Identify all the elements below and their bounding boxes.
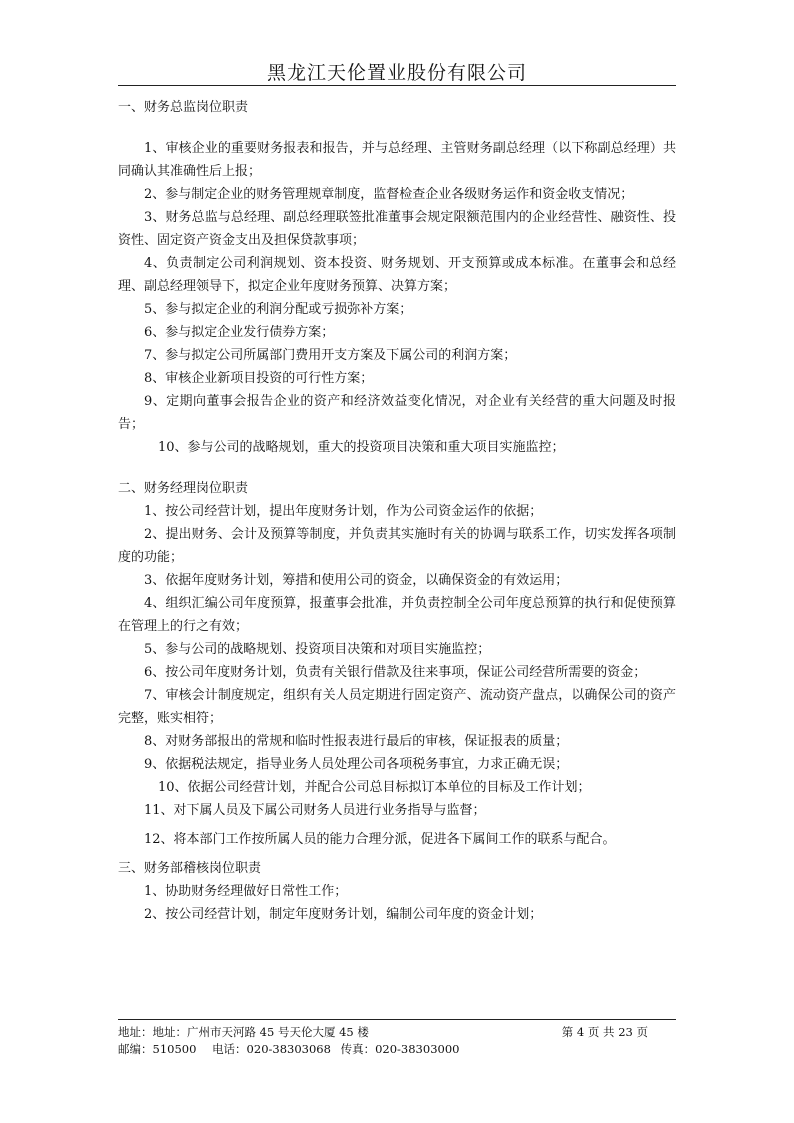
- list-item: 5、参与公司的战略规划、投资项目决策和对项目实施监控；: [144, 642, 491, 657]
- list-item: 9、定期向董事会报告企业的资产和经济效益变化情况，对企业有关经营的重大问题及时报告；: [118, 394, 676, 432]
- footer-divider: [118, 1019, 676, 1020]
- list-item: 10、依据公司经营计划，并配合公司总目标拟订本单位的目标及工作计划；: [158, 780, 591, 795]
- list-item: 7、审核会计制度规定，组织有关人员定期进行固定资产、流动资产盘点，以确保公司的资产完整，账实相符；: [118, 688, 676, 726]
- list-item: 2、按公司经营计划，制定年度财务计划，编制公司年度的资金计划；: [144, 907, 543, 922]
- section-title: 三、财务部稽核岗位职责: [118, 861, 262, 876]
- list-item: 5、参与拟定企业的利润分配或亏损弥补方案；: [144, 302, 413, 317]
- list-item: 2、参与制定企业的财务管理规章制度，监督检查企业各级财务运作和资金收支情况；: [144, 187, 634, 202]
- list-item: 3、财务总监与总经理、副总经理联签批准董事会规定限额范围内的企业经营性、融资性、投资性、固定资产资金支出及担保贷款事项；: [118, 210, 676, 248]
- list-item: 7、参与拟定公司所属部门费用开支方案及下属公司的利润方案；: [144, 348, 517, 363]
- footer-phone: 电话：020-38303068: [212, 1042, 331, 1056]
- document-header-title: 黑龙江天伦置业股份有限公司: [266, 62, 527, 84]
- document-footer: [118, 1024, 676, 1058]
- list-item: 11、对下属人员及下属公司财务人员进行业务指导与监督；: [144, 803, 486, 818]
- list-item: 10、参与公司的战略规划，重大的投资项目决策和重大项目实施监控；: [158, 440, 565, 455]
- list-item: 1、协助财务经理做好日常性工作；: [144, 884, 348, 899]
- document-body: [118, 92, 676, 926]
- list-item: 8、对财务部报出的常规和临时性报表进行最后的审核，保证报表的质量；: [144, 734, 569, 749]
- list-item: 1、按公司经营计划，提出年度财务计划，作为公司资金运作的依据；: [144, 504, 543, 519]
- footer-postcode: 邮编：510500: [118, 1042, 197, 1056]
- footer-fax: 传真：020-38303000: [340, 1042, 460, 1056]
- list-item: 3、依据年度财务计划，筹措和使用公司的资金，以确保资金的有效运用；: [144, 573, 569, 588]
- list-item: 4、负责制定公司利润规划、资本投资、财务规划、开支预算或成本标准。在董事会和总经理、副总经理领导下，拟定企业年度财务预算、决算方案；: [118, 256, 676, 294]
- list-item: 4、组织汇编公司年度预算，报董事会批准，并负责控制全公司年度总预算的执行和促使预算在管理上的行之有效；: [118, 596, 676, 634]
- list-item: 8、审核企业新项目投资的可行性方案；: [144, 371, 374, 386]
- list-item: 6、按公司年度财务计划，负责有关银行借款及往来事项，保证公司经营所需要的资金；: [144, 665, 647, 680]
- header-divider: [118, 85, 676, 86]
- list-item: 2、提出财务、会计及预算等制度，并负责其实施时有关的协调与联系工作，切实发挥各项制度的功能；: [118, 527, 676, 565]
- list-item: 1、审核企业的重要财务报表和报告，并与总经理、主管财务副总经理（以下称副总经理）共同确认其准确性后上报；: [118, 141, 676, 179]
- list-item: 6、参与拟定企业发行债券方案；: [144, 325, 335, 340]
- section-title: 一、财务总监岗位职责: [118, 100, 249, 115]
- page-number: 第 4 页 共 23 页: [561, 1025, 648, 1039]
- section-title: 二、财务经理岗位职责: [118, 481, 249, 496]
- list-item: 12、将本部门工作按所属人员的能力合理分派，促进各下属间工作的联系与配合。: [144, 832, 616, 847]
- list-item: 9、依据税法规定，指导业务人员处理公司各项税务事宜，力求正确无误；: [144, 757, 569, 772]
- footer-address: 地址：地址：广州市天河路 45 号天伦大厦 45 楼: [118, 1025, 369, 1039]
